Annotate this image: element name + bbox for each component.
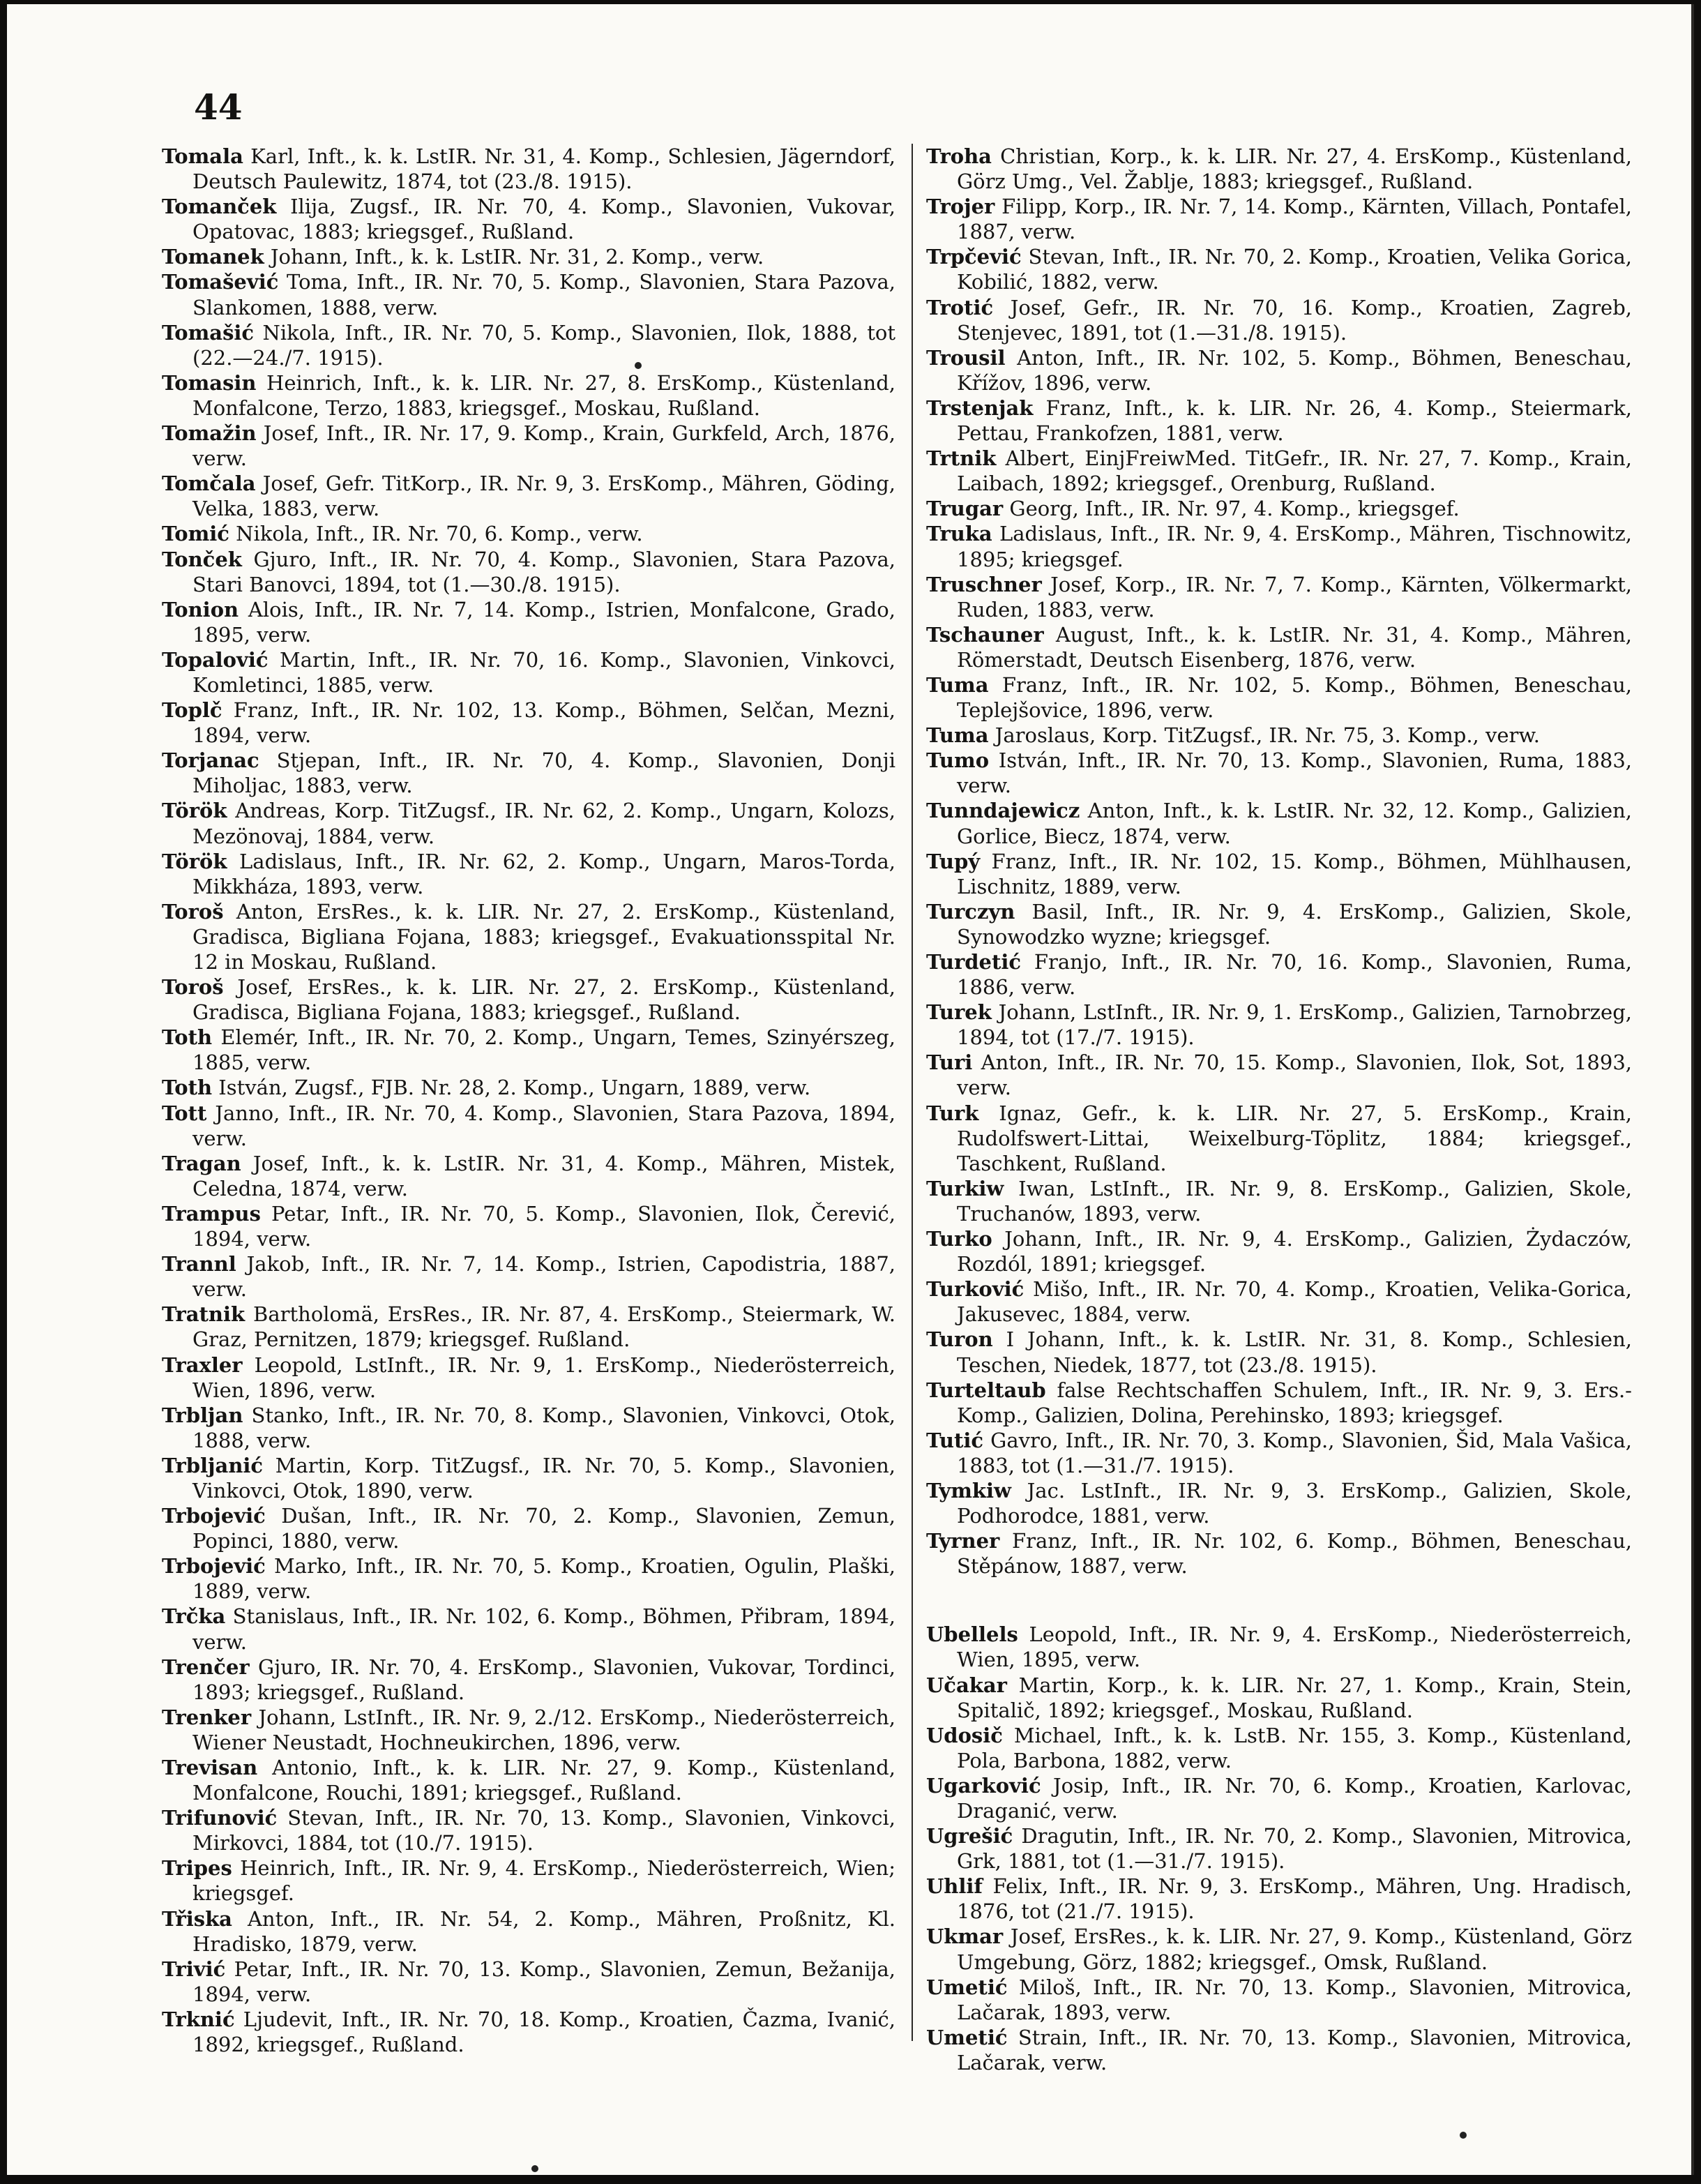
entry-surname: Trojer [926,195,995,219]
register-entry [162,1302,895,1352]
entry-surname: Trousil [926,345,1006,370]
register-entry [926,1000,1632,1050]
entry-details: Leopold, LstInft., IR. Nr. 9, 1. ErsKomp., Niederösterreich, Wien, 1896, verw. [192,1353,895,1402]
register-entry [926,798,1632,848]
register-entry [926,244,1632,294]
entry-surname: Trstenjak [926,396,1034,420]
entry-surname: Trčka [162,1604,226,1629]
right-column-t-entries [926,144,1632,1579]
entry-surname: Tomažin [162,421,257,446]
register-entry [926,723,1632,748]
entry-surname: Trannl [162,1252,236,1276]
entry-details: Iwan, LstInft., IR. Nr. 9, 8. ErsKomp., Galizien, Skole, Truchanów, 1893, verw. [957,1176,1632,1226]
entry-details: Anton, Inft., IR. Nr. 54, 2. Komp., Mähren, Proßnitz, Kl. Hradisko, 1879, verw. [192,1906,895,1956]
register-entry [162,849,895,899]
register-entry [926,1226,1632,1276]
entry-surname: Torjanac [162,748,259,773]
entry-surname: Trbljanić [162,1453,264,1477]
register-entry [926,396,1632,446]
entry-surname: Toplč [162,698,222,723]
register-entry [926,1050,1632,1100]
entry-details: Dušan, Inft., IR. Nr. 70, 2. Komp., Slavonien, Zemun, Popinci, 1880, verw. [192,1504,895,1553]
register-entry [926,345,1632,396]
entry-surname: Turi [926,1050,973,1075]
right-column [926,144,1632,2075]
entry-details: Nikola, Inft., IR. Nr. 70, 5. Komp., Slavonien, Ilok, 1888, tot (22.—24./7. 1915). [192,320,895,370]
entry-surname: Učakar [926,1673,1007,1697]
entry-surname: Ugarković [926,1773,1041,1798]
entry-details: Antonio, Inft., k. k. LIR. Nr. 27, 9. Komp., Küstenland, Monfalcone, Rouchi, 1891; kriegsgef., Rußland. [192,1756,895,1805]
register-entry [162,1855,895,1906]
register-entry [926,1478,1632,1528]
register-entry [162,1025,895,1075]
register-entry [162,1906,895,1957]
entry-surname: Udosič [926,1723,1003,1747]
register-entry [162,1075,895,1100]
entry-surname: Turković [926,1277,1025,1302]
entry-details: Marko, Inft., IR. Nr. 70, 5. Komp., Kroatien, Ogulin, Plaški, 1889, verw. [192,1554,895,1604]
entry-details: Michael, Inft., k. k. LstB. Nr. 155, 3. Komp., Küstenland, Pola, Barbona, 1882, verw. [957,1723,1632,1772]
entry-surname: Umetić [926,2025,1008,2049]
register-entry [162,597,895,647]
entry-surname: Tomić [162,522,229,546]
entry-details: Josef, ErsRes., k. k. LIR. Nr. 27, 2. ErsKomp., Küstenland, Gradisca, Bigliana Fojana, 1883; kriegsgef., Rußland. [192,975,895,1025]
entry-details: Filipp, Korp., IR. Nr. 7, 14. Komp., Kärnten, Villach, Pontafel, 1887, verw. [957,195,1632,244]
register-entry [162,269,895,319]
entry-surname: Trenčer [162,1655,250,1679]
register-entry [162,1503,895,1553]
entry-details: Franz, Inft., IR. Nr. 102, 5. Komp., Böhmen, Beneschau, Teplejšovice, 1896, verw. [957,672,1632,723]
register-entry [162,421,895,471]
entry-details: Ladislaus, Inft., IR. Nr. 9, 4. ErsKomp., Mähren, Tischnowitz, 1895; kriegsgef. [957,522,1632,571]
entry-surname: Ugrešić [926,1824,1013,1848]
register-entry [926,1773,1632,1823]
register-entry [926,949,1632,1000]
entry-surname: Trenker [162,1705,252,1729]
register-entry [926,622,1632,672]
entry-details: Stevan, Inft., IR. Nr. 70, 2. Komp., Kroatien, Velika Gorica, Kobilić, 1882, verw. [957,245,1632,294]
register-entry [926,1924,1632,1974]
entry-details: Felix, Inft., IR. Nr. 9, 3. ErsKomp., Mähren, Ung. Hradisch, 1876, tot (21./7. 1915). [957,1874,1632,1924]
entry-details: Josip, Inft., IR. Nr. 70, 6. Komp., Kroatien, Karlovac, Draganić, verw. [957,1773,1632,1823]
entry-details: Stanko, Inft., IR. Nr. 70, 8. Komp., Slavonien, Vinkovci, Otok, 1888, verw. [192,1403,895,1452]
register-entry [926,1378,1632,1428]
entry-surname: Toroš [162,899,224,924]
entry-details: Ignaz, Gefr., k. k. LIR. Nr. 27, 5. ErsKomp., Krain, Rudolfswert-Littai, Weixelburg-Töplitz, 1884; kriegsgef., Taschkent, Rußland. [957,1101,1632,1175]
register-entry [162,471,895,521]
entry-details: Franz, Inft., IR. Nr. 102, 13. Komp., Böhmen, Selčan, Mezni, 1894, verw. [192,698,895,748]
entry-surname: Trampus [162,1201,261,1226]
entry-surname: Tomašević [162,270,279,294]
entry-surname: Trbojević [162,1554,266,1579]
register-entry [162,798,895,848]
register-entry [926,1528,1632,1579]
entry-details: Martin, Korp. TitZugsf., IR. Nr. 70, 5. Komp., Slavonien, Vinkovci, Otok, 1890, verw. [192,1453,895,1503]
register-entry [162,647,895,698]
entry-details: Jakob, Inft., IR. Nr. 7, 14. Komp., Istrien, Capodistria, 1887, verw. [192,1252,895,1302]
entry-surname: Tonček [162,547,242,571]
register-entry [162,1655,895,1705]
entry-surname: Tuma [926,672,989,697]
entry-details: Basil, Inft., IR. Nr. 9, 4. ErsKomp., Galizien, Skole, Synowodzko wyzne; kriegsgef. [957,899,1632,949]
entry-details: Jac. LstInft., IR. Nr. 9, 3. ErsKomp., Galizien, Skole, Podhorodce, 1881, verw. [957,1478,1632,1528]
entry-details: Petar, Inft., IR. Nr. 70, 13. Komp., Slavonien, Zemun, Bežanija, 1894, verw. [192,1957,895,2006]
entry-details: Anton, Inft., IR. Nr. 70, 15. Komp., Slavonien, Ilok, Sot, 1893, verw. [957,1050,1632,1100]
entry-details: Mišo, Inft., IR. Nr. 70, 4. Komp., Kroatien, Velika-Gorica, Jakusevec, 1884, verw. [957,1277,1632,1327]
entry-surname: Tripes [162,1856,232,1881]
entry-details: Josef, Inft., k. k. LstIR. Nr. 31, 4. Komp., Mähren, Mistek, Celedna, 1874, verw. [192,1151,895,1200]
entry-surname: Turteltaub [926,1378,1046,1402]
entry-details: István, Inft., IR. Nr. 70, 13. Komp., Slavonien, Ruma, 1883, verw. [957,748,1632,798]
entry-surname: Tomašić [162,320,255,345]
entry-surname: Török [162,849,227,873]
entry-surname: Turon [926,1327,993,1352]
entry-surname: Tomčala [162,472,256,496]
register-entry [926,295,1632,345]
entry-details: Johann, LstInft., IR. Nr. 9, 2./12. ErsKomp., Niederösterreich, Wiener Neustadt, Hochneukirchen, 1896, verw. [192,1705,895,1754]
entry-surname: Toth [162,1076,213,1100]
entry-surname: Tumo [926,748,990,773]
register-entry [926,496,1632,521]
entry-surname: Tomanček [162,195,277,219]
register-entry [162,547,895,597]
column-divider [912,144,913,2041]
entry-surname: Topalović [162,647,269,672]
entry-details: August, Inft., k. k. LstIR. Nr. 31, 4. Komp., Mähren, Römerstadt, Deutsch Eisenberg, 1876, verw. [957,622,1632,672]
register-entry [162,1453,895,1503]
entry-details: Johann, LstInft., IR. Nr. 9, 1. ErsKomp., Galizien, Tarnobrzeg, 1894, tot (17./7. 1915). [957,1000,1632,1050]
entry-details: Christian, Korp., k. k. LIR. Nr. 27, 4. ErsKomp., Küstenland, Görz Umg., Vel. Žablje, 1883; kriegsgef., Rußland. [957,144,1632,194]
entry-surname: Trknić [162,2007,235,2031]
entry-details: Ladislaus, Inft., IR. Nr. 62, 2. Komp., Ungarn, Maros-Torda, Mikkháza, 1893, verw. [192,849,895,898]
entry-details: Petar, Inft., IR. Nr. 70, 5. Komp., Slavonien, Ilok, Čerević, 1894, verw. [192,1201,895,1251]
register-entry [926,1622,1632,1672]
entry-surname: Turczyn [926,899,1015,924]
register-entry [162,521,895,546]
entry-details: Miloš, Inft., IR. Nr. 70, 13. Komp., Slavonien, Mitrovica, Lačarak, 1893, verw. [957,1975,1632,2024]
entry-details: Anton, ErsRes., k. k. LIR. Nr. 27, 2. ErsKomp., Küstenland, Gradisca, Bigliana Fojana, 1883; kriegsgef., Evakuationsspital Nr. 12 in Moskau, Rußland. [192,899,895,974]
entry-details: Andreas, Korp. TitZugsf., IR. Nr. 62, 2. Komp., Ungarn, Kolozs, Mezönovaj, 1884, verw. [192,799,895,848]
entry-details: Gjuro, IR. Nr. 70, 4. ErsKomp., Slavonien, Vukovar, Tordinci, 1893; kriegsgef., Rußland. [192,1655,895,1704]
print-speck [531,2165,538,2172]
entry-surname: Truschner [926,572,1042,596]
entry-details: Josef, ErsRes., k. k. LIR. Nr. 27, 9. Komp., Küstenland, Görz Umgebung, Görz, 1882; kriegsgef., Omsk, Rußland. [957,1925,1632,1974]
register-entry [162,1403,895,1453]
entry-details: Elemér, Inft., IR. Nr. 70, 2. Komp., Ungarn, Temes, Szinyérszeg, 1885, verw. [192,1025,895,1075]
entry-details: Janno, Inft., IR. Nr. 70, 4. Komp., Slavonien, Stara Pazova, 1894, verw. [192,1101,895,1150]
register-entry [926,572,1632,622]
register-entry [926,672,1632,723]
register-entry [926,446,1632,496]
register-entry [162,1755,895,1805]
entry-surname: Tragan [162,1151,241,1175]
entry-details: Albert, EinjFreiwMed. TitGefr., IR. Nr. 27, 7. Komp., Krain, Laibach, 1892; kriegsgef., Orenburg, Rußland. [957,446,1632,496]
register-entry [926,1327,1632,1377]
register-entry [926,1428,1632,1478]
register-entry [162,698,895,748]
entry-details: Karl, Inft., k. k. LstIR. Nr. 31, 4. Komp., Schlesien, Jägerndorf, Deutsch Paulewitz, 1874, tot (23./8. 1915). [192,144,895,194]
register-entry [162,1553,895,1604]
entry-details: Gavro, Inft., IR. Nr. 70, 3. Komp., Slavonien, Šid, Mala Vašica, 1883, tot (1.—31./7. 1915). [957,1428,1632,1477]
entry-surname: Troha [926,144,992,168]
register-entry [926,1874,1632,1924]
entry-surname: Trugar [926,497,1004,521]
register-entry [926,1673,1632,1723]
entry-details: Bartholomä, ErsRes., IR. Nr. 87, 4. ErsKomp., Steiermark, W. Graz, Pernitzen, 1879; kriegsgef. Rußland. [192,1302,895,1352]
register-entry [162,1805,895,1855]
print-speck [635,362,642,369]
register-entry [162,748,895,798]
entry-details: Franz, Inft., IR. Nr. 102, 6. Komp., Böhmen, Beneschau, Stěpánow, 1887, verw. [957,1529,1632,1579]
entry-surname: Tschauner [926,622,1044,647]
document-page [7,4,1694,2175]
entry-details: Dragutin, Inft., IR. Nr. 70, 2. Komp., Slavonien, Mitrovica, Grk, 1881, tot (1.—31./7. 1915). [957,1824,1632,1874]
register-entry [926,748,1632,798]
left-column [162,144,895,2057]
entry-surname: Tott [162,1101,207,1125]
register-entry [162,244,895,269]
register-entry [926,1975,1632,2025]
entry-details: Jaroslaus, Korp. TitZugsf., IR. Nr. 75, 3. Komp., verw. [988,723,1541,748]
entry-surname: Tymkiw [926,1478,1012,1503]
register-entry [162,1604,895,1654]
entry-surname: Truka [926,522,992,546]
entry-details: István, Zugsf., FJB. Nr. 28, 2. Komp., Ungarn, 1889, verw. [212,1076,811,1100]
register-entry [162,1353,895,1403]
register-entry [926,1823,1632,1874]
right-column-u-entries [926,1622,1632,2075]
entry-surname: Trifunović [162,1806,278,1830]
entry-details: Franjo, Inft., IR. Nr. 70, 16. Komp., Slavonien, Ruma, 1886, verw. [957,950,1632,1000]
entry-surname: Ubellels [926,1622,1018,1647]
entry-surname: Turkiw [926,1176,1004,1200]
entry-details: Toma, Inft., IR. Nr. 70, 5. Komp., Slavonien, Stara Pazova, Slankomen, 1888, verw. [192,270,895,319]
entry-details: Martin, Korp., k. k. LIR. Nr. 27, 1. Komp., Krain, Stein, Spitalič, 1892; kriegsgef., Moskau, Rußland. [957,1673,1632,1722]
entry-details: Stanislaus, Inft., IR. Nr. 102, 6. Komp., Böhmen, Přibram, 1894, verw. [192,1604,895,1654]
entry-details: Strain, Inft., IR. Nr. 70, 13. Komp., Slavonien, Mitrovica, Lačarak, verw. [957,2025,1632,2074]
entry-details: Leopold, Inft., IR. Nr. 9, 4. ErsKomp., Niederösterreich, Wien, 1895, verw. [957,1622,1632,1672]
register-entry [162,2007,895,2057]
entry-surname: Tratnik [162,1302,245,1327]
entry-surname: Trbojević [162,1504,266,1528]
register-entry [926,1723,1632,1773]
entry-surname: Toroš [162,975,224,1000]
entry-details: Heinrich, Inft., k. k. LIR. Nr. 27, 8. ErsKomp., Küstenland, Monfalcone, Terzo, 1883, kriegsgef., Moskau, Rußland. [192,370,895,420]
entry-surname: Tunndajewicz [926,799,1080,823]
entry-details: Ilija, Zugsf., IR. Nr. 70, 4. Komp., Slavonien, Vukovar, Opatovac, 1883; kriegsgef., Rußland. [192,195,895,244]
entry-details: Stevan, Inft., IR. Nr. 70, 13. Komp., Slavonien, Vinkovci, Mirkovci, 1884, tot (10./7. 1915). [192,1806,895,1855]
entry-surname: Trevisan [162,1756,258,1779]
entry-details: Martin, Inft., IR. Nr. 70, 16. Komp., Slavonien, Vinkovci, Komletinci, 1885, verw. [192,647,895,697]
entry-details: Nikola, Inft., IR. Nr. 70, 6. Komp., verw. [229,522,643,546]
register-entry [926,144,1632,194]
register-entry [926,899,1632,949]
entry-details: Heinrich, Inft., IR. Nr. 9, 4. ErsKomp., Niederösterreich, Wien; kriegsgef. [192,1856,895,1906]
register-entry [162,1101,895,1151]
entry-details: Ljudevit, Inft., IR. Nr. 70, 18. Komp., Kroatien, Čazma, Ivanić, 1892, kriegsgef., Rußland. [192,2007,895,2057]
register-entry [926,1276,1632,1327]
entry-surname: Tomanek [162,245,264,269]
register-entry [162,144,895,194]
entry-surname: Tonion [162,597,239,622]
entry-surname: Török [162,799,227,823]
register-entry [162,370,895,421]
entry-details: I Johann, Inft., k. k. LstIR. Nr. 31, 8. Komp., Schlesien, Teschen, Niedek, 1877, tot (23./8. 1915). [957,1327,1632,1377]
entry-details: false Rechtschaffen Schulem, Inft., IR. Nr. 9, 3. Ers.-Komp., Galizien, Dolina, Perehinsko, 1893; kriegsgef. [957,1378,1632,1427]
entry-surname: Ukmar [926,1925,1004,1949]
entry-surname: Tomala [162,144,243,168]
register-entry [162,1957,895,2007]
entry-surname: Turk [926,1101,979,1125]
register-entry [162,320,895,370]
print-speck [1460,2132,1467,2139]
entry-surname: Trpčević [926,245,1022,269]
entry-surname: Tomasin [162,370,257,395]
register-entry [926,849,1632,899]
page-number: 44 [194,86,243,128]
entry-details: Josef, Korp., IR. Nr. 7, 7. Komp., Kärnten, Völkermarkt, Ruden, 1883, verw. [957,572,1632,622]
register-entry [162,899,895,974]
entry-surname: Uhlif [926,1874,983,1899]
entry-surname: Trivić [162,1957,226,1981]
register-entry [926,1101,1632,1176]
entry-details: Anton, Inft., IR. Nr. 102, 5. Komp., Böhmen, Beneschau, Křížov, 1896, verw. [957,345,1632,395]
entry-details: Josef, Inft., IR. Nr. 17, 9. Komp., Krain, Gurkfeld, Arch, 1876, verw. [192,421,895,471]
register-entry [926,1176,1632,1226]
entry-surname: Turdetić [926,950,1022,974]
entry-surname: Toth [162,1025,213,1050]
entry-surname: Tuma [926,723,989,748]
entry-surname: Tyrner [926,1529,1000,1553]
entry-surname: Traxler [162,1353,243,1377]
register-entry [162,194,895,244]
register-entry [926,521,1632,571]
entry-details: Alois, Inft., IR. Nr. 7, 14. Komp., Istrien, Monfalcone, Grado, 1895, verw. [192,597,895,647]
register-entry [926,2025,1632,2075]
entry-details: Johann, Inft., k. k. LstIR. Nr. 31, 2. Komp., verw. [264,245,764,269]
entry-surname: Umetić [926,1975,1008,1999]
entry-surname: Turek [926,1000,992,1025]
entry-surname: Třiska [162,1906,232,1931]
register-entry [162,1705,895,1755]
entry-details: Franz, Inft., k. k. LIR. Nr. 26, 4. Komp., Steiermark, Pettau, Frankofzen, 1881, verw. [957,396,1632,446]
entry-surname: Turko [926,1227,992,1251]
entry-details: Anton, Inft., k. k. LstIR. Nr. 32, 12. Komp., Galizien, Gorlice, Biecz, 1874, verw. [957,799,1632,848]
entry-details: Georg, Inft., IR. Nr. 97, 4. Komp., kriegsgef. [1003,497,1460,521]
entry-details: Johann, Inft., IR. Nr. 9, 4. ErsKomp., Galizien, Żydaczów, Rozdól, 1891; kriegsgef. [957,1227,1632,1276]
register-entry [926,194,1632,244]
entry-surname: Trtnik [926,446,997,471]
entry-surname: Tutić [926,1428,984,1452]
register-entry [162,1251,895,1302]
entry-details: Josef, Gefr. TitKorp., IR. Nr. 9, 3. ErsKomp., Mähren, Göding, Velka, 1883, verw. [192,472,895,521]
entry-details: Franz, Inft., IR. Nr. 102, 15. Komp., Böhmen, Mühlhausen, Lischnitz, 1889, verw. [957,849,1632,898]
entry-details: Stjepan, Inft., IR. Nr. 70, 4. Komp., Slavonien, Donji Miholjac, 1883, verw. [192,748,895,798]
entry-surname: Tupý [926,849,981,873]
entry-details: Gjuro, Inft., IR. Nr. 70, 4. Komp., Slavonien, Stara Pazova, Stari Banovci, 1894, tot (1.—30./8. 1915). [192,547,895,596]
section-gap [926,1579,1632,1622]
register-entry [162,974,895,1025]
entry-surname: Trotić [926,295,994,319]
entry-details: Josef, Gefr., IR. Nr. 70, 16. Komp., Kroatien, Zagreb, Stenjevec, 1891, tot (1.—31./8. 1915). [957,295,1632,345]
register-entry [162,1201,895,1251]
register-entry [162,1151,895,1201]
entry-surname: Trbljan [162,1403,243,1427]
